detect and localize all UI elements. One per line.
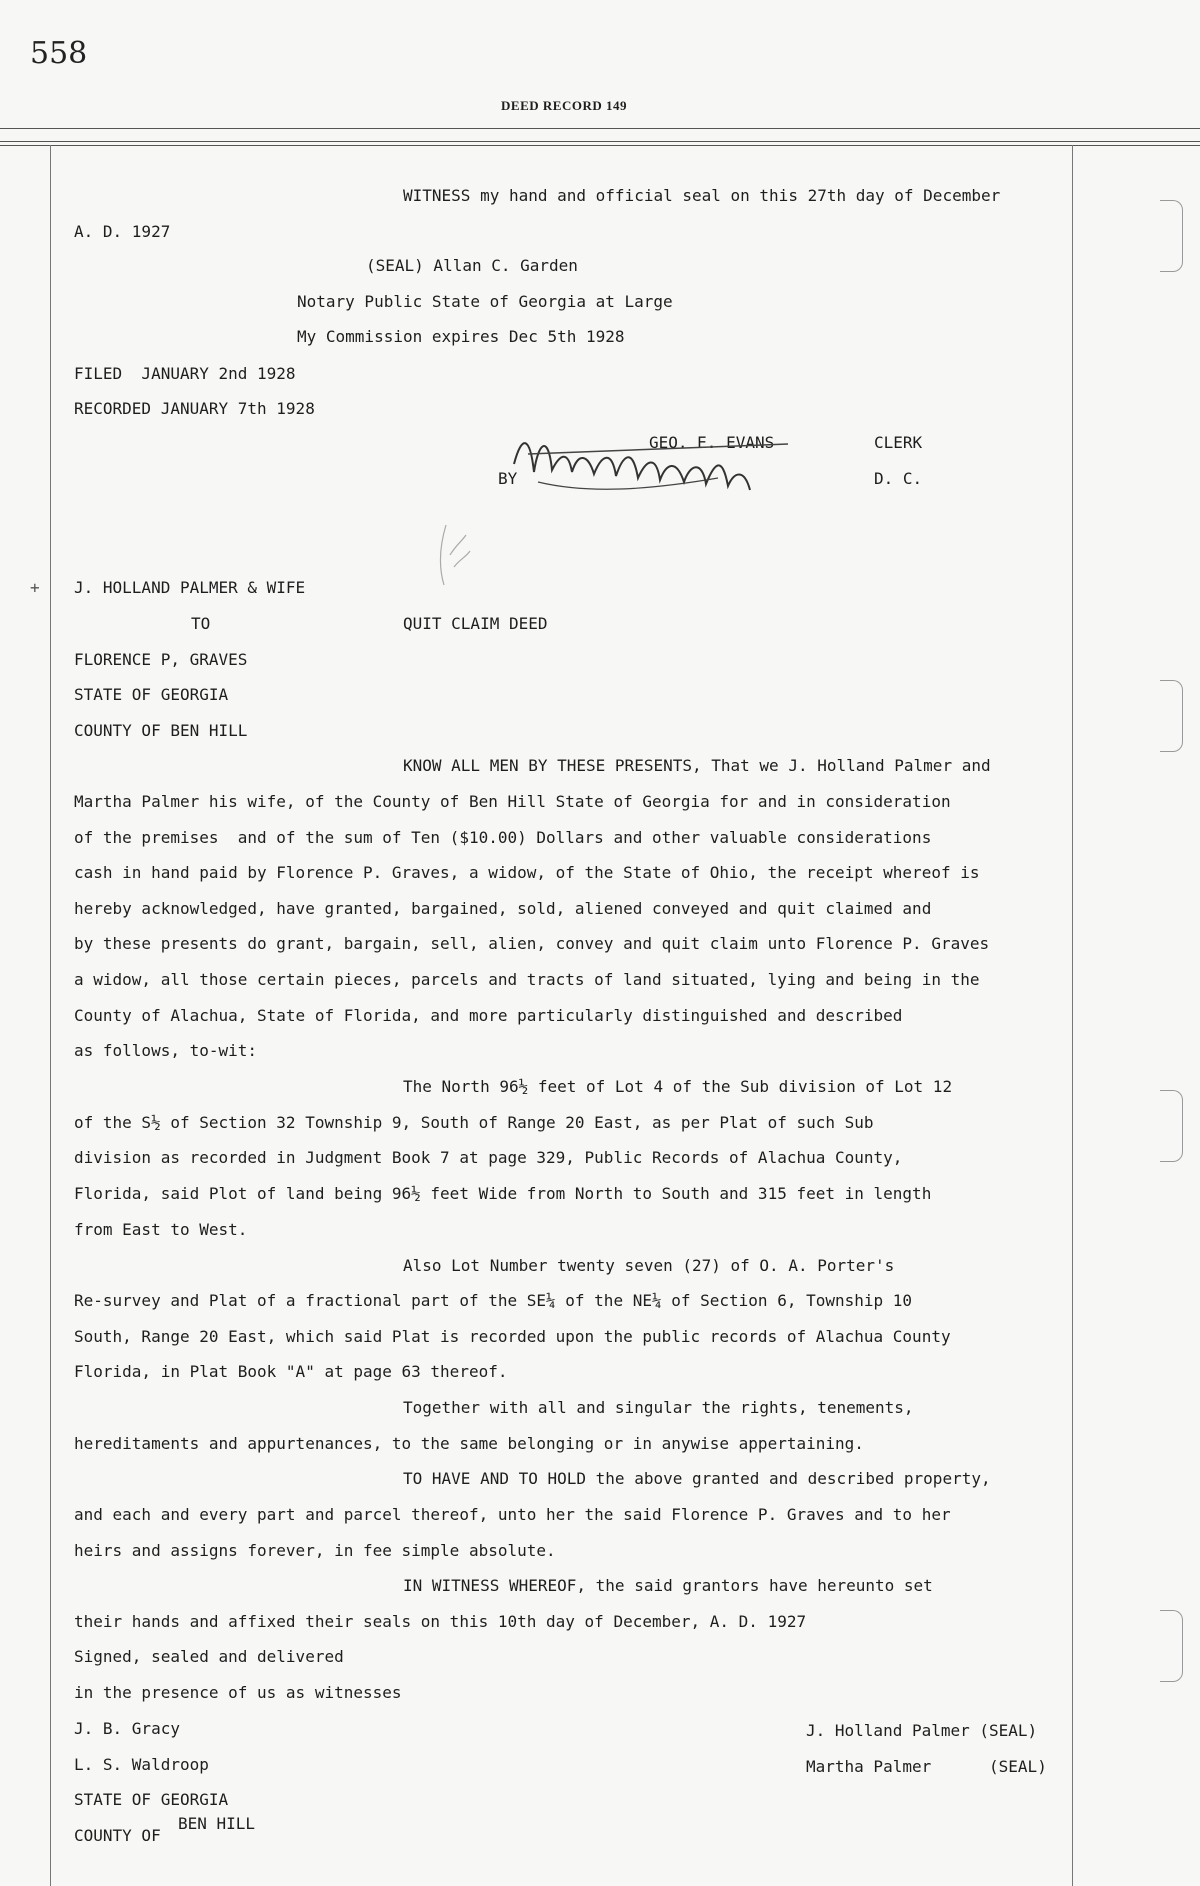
- body-line: hereby acknowledged, have granted, bargained, sold, aliened conveyed and quit claimed and: [74, 899, 932, 918]
- body-line: Martha Palmer his wife, of the County of Ben Hill State of Georgia for and in consideration: [74, 792, 951, 811]
- deputy-signature-image: [508, 424, 808, 504]
- margin-mark: +: [30, 578, 40, 597]
- notary-seal-line: (SEAL) Allan C. Garden: [366, 256, 578, 275]
- header-rule: [0, 145, 1200, 146]
- notary-commission: My Commission expires Dec 5th 1928: [297, 327, 625, 346]
- binding-bracket: [1160, 1090, 1183, 1162]
- body-line: IN WITNESS WHEREOF, the said grantors have hereunto set: [403, 1576, 933, 1595]
- body-line: cash in hand paid by Florence P. Graves, a widow, of the State of Ohio, the receipt whereof is: [74, 863, 980, 882]
- body-line: by these presents do grant, bargain, sell, alien, convey and quit claim unto Florence P. Graves: [74, 934, 990, 953]
- ack-state: STATE OF GEORGIA: [74, 1790, 229, 1809]
- book-title: DEED RECORD 149: [501, 98, 627, 113]
- page-number: 558: [30, 36, 88, 71]
- deed-type: QUIT CLAIM DEED: [403, 614, 548, 633]
- body-line: Also Lot Number twenty seven (27) of O. A. Porter's: [403, 1256, 895, 1275]
- binding-bracket: [1160, 680, 1183, 752]
- ack-county-name: BEN HILL: [178, 1814, 256, 1833]
- filed-line: FILED JANUARY 2nd 1928: [74, 364, 296, 383]
- body-line: The North 96½ feet of Lot 4 of the Sub division of Lot 12: [403, 1077, 953, 1096]
- body-line: Together with all and singular the rights, tenements,: [403, 1398, 914, 1417]
- body-line: a widow, all those certain pieces, parcels and tracts of land situated, lying and being in the: [74, 970, 980, 989]
- binding-bracket: [1160, 200, 1183, 272]
- body-line: heirs and assigns forever, in fee simple absolute.: [74, 1541, 556, 1560]
- body-line: County of Alachua, State of Florida, and more particularly distinguished and described: [74, 1006, 903, 1025]
- body-line: TO HAVE AND TO HOLD the above granted and described property,: [403, 1469, 991, 1488]
- binding-bracket: [1160, 1610, 1183, 1682]
- body-line: of the premises and of the sum of Ten ($10.00) Dollars and other valuable considerations: [74, 828, 932, 847]
- margin-scribble-image: [436, 515, 476, 595]
- left-margin-rule: [50, 145, 51, 1886]
- recorded-line: RECORDED JANUARY 7th 1928: [74, 399, 315, 418]
- body-line: from East to West.: [74, 1220, 248, 1239]
- caption-to: TO: [191, 614, 211, 633]
- header-rule: [0, 141, 1200, 142]
- grantor-signature: Martha Palmer (SEAL): [806, 1757, 1047, 1776]
- body-line: division as recorded in Judgment Book 7 at page 329, Public Records of Alachua County,: [74, 1148, 903, 1167]
- body-line: in the presence of us as witnesses: [74, 1683, 402, 1702]
- clerk-name: GEO. E. EVANS: [649, 433, 775, 452]
- caption-state: STATE OF GEORGIA: [74, 685, 229, 704]
- clerk-title: CLERK: [874, 433, 923, 452]
- by-label: BY: [498, 469, 518, 488]
- grantor-signature: J. Holland Palmer (SEAL): [806, 1721, 1038, 1740]
- notary-title: Notary Public State of Georgia at Large: [297, 292, 673, 311]
- witness-name: L. S. Waldroop: [74, 1755, 209, 1774]
- body-line: hereditaments and appurtenances, to the same belonging or in anywise appertaining.: [74, 1434, 864, 1453]
- deputy-title: D. C.: [874, 469, 923, 488]
- ack-county-prefix: COUNTY OF: [74, 1826, 161, 1845]
- year-line: A. D. 1927: [74, 222, 171, 241]
- body-line: and each and every part and parcel thereof, unto her the said Florence P. Graves and to her: [74, 1505, 951, 1524]
- body-line: KNOW ALL MEN BY THESE PRESENTS, That we J. Holland Palmer and: [403, 756, 991, 775]
- witness-line: WITNESS my hand and official seal on this 27th day of December: [403, 186, 1001, 205]
- right-margin-rule: [1072, 145, 1073, 1886]
- body-line: of the S½ of Section 32 Township 9, South of Range 20 East, as per Plat of such Sub: [74, 1113, 874, 1132]
- witness-name: J. B. Gracy: [74, 1719, 180, 1738]
- body-line: Florida, said Plot of land being 96½ feet Wide from North to South and 315 feet in length: [74, 1184, 932, 1203]
- grantee-caption: FLORENCE P, GRAVES: [74, 650, 248, 669]
- grantor-caption: J. HOLLAND PALMER & WIFE: [74, 578, 306, 597]
- body-line: as follows, to-wit:: [74, 1041, 258, 1060]
- body-line: Signed, sealed and delivered: [74, 1647, 344, 1666]
- body-line: their hands and affixed their seals on this 10th day of December, A. D. 1927: [74, 1612, 807, 1631]
- body-line: Re-survey and Plat of a fractional part of the SE¼ of the NE¼ of Section 6, Township 10: [74, 1291, 913, 1310]
- header-rule: [0, 128, 1200, 129]
- body-line: Florida, in Plat Book "A" at page 63 thereof.: [74, 1362, 508, 1381]
- body-line: South, Range 20 East, which said Plat is recorded upon the public records of Alachua County: [74, 1327, 951, 1346]
- caption-county: COUNTY OF BEN HILL: [74, 721, 248, 740]
